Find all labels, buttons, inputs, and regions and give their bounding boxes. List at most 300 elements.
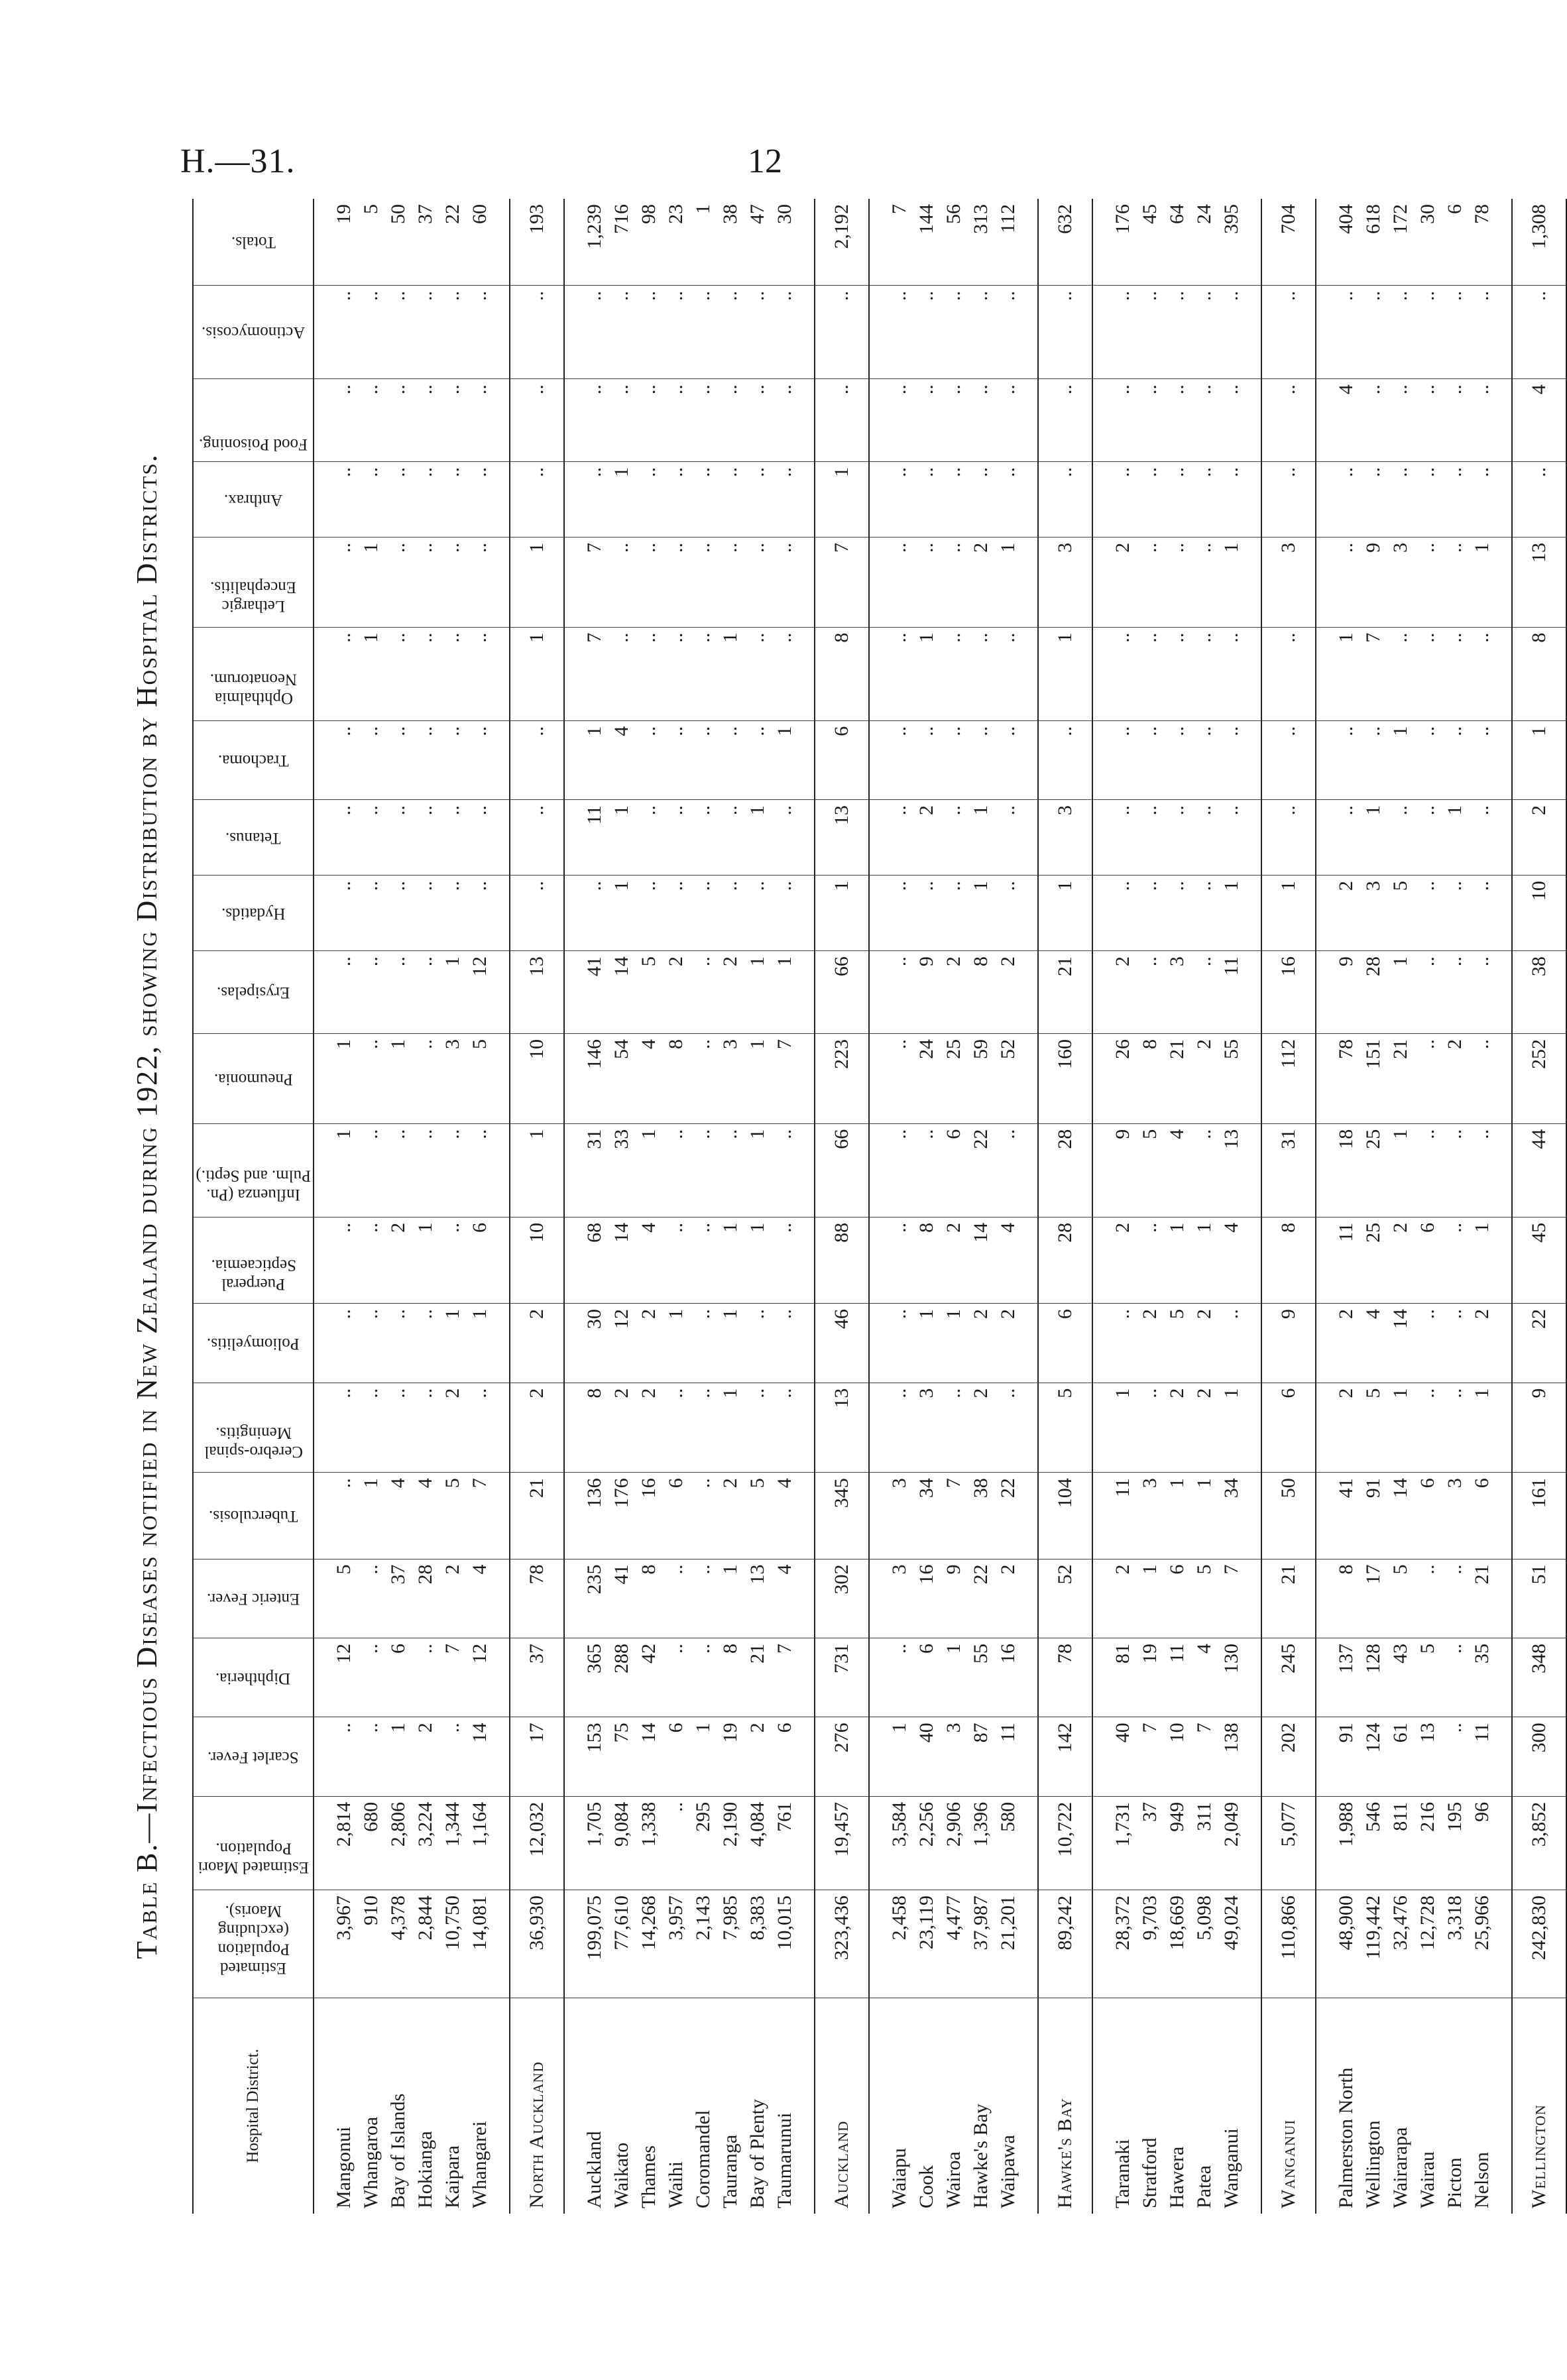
table-cell: .. [815, 379, 869, 462]
table-cell: .. [357, 1638, 384, 1717]
table-cell: .. [1441, 1383, 1468, 1473]
table-cell: .. [439, 627, 466, 720]
table-cell: 7 [888, 204, 910, 214]
table-cell: 276 [815, 1717, 869, 1796]
table-cell: 1 [412, 1217, 439, 1303]
district-name-text: Whangarei [469, 2121, 491, 2208]
table-cell: 5 [1414, 1638, 1441, 1717]
table-cell: .. [412, 876, 439, 951]
spacer-cell [1021, 199, 1038, 285]
table-cell: 2 [1109, 951, 1136, 1034]
table-cell: .. [886, 285, 913, 378]
table-cell: .. [1218, 627, 1245, 720]
table-cell: 2 [717, 1473, 744, 1559]
table-cell: 14 [608, 1217, 635, 1303]
table-cell: .. [439, 537, 466, 627]
column-header-label: Totals. [231, 233, 276, 252]
table-cell: 21 [1261, 1559, 1316, 1638]
table-cell: 91 [1332, 1717, 1360, 1796]
table-cell: .. [412, 379, 439, 462]
table-cell: 761 [771, 1796, 798, 1890]
table-cell: 193 [510, 199, 564, 285]
table-cell: .. [384, 876, 412, 951]
spacer-cell [1316, 800, 1332, 876]
table-cell: .. [1190, 285, 1218, 378]
table-cell: .. [357, 720, 384, 799]
table-cell: 1 [439, 1304, 466, 1383]
district-name-text: Patea [1193, 2165, 1215, 2208]
table-cell: 14 [1387, 1473, 1414, 1559]
table-cell: .. [1468, 1034, 1495, 1124]
district-name-text: Waipawa [997, 2135, 1019, 2208]
spacer-cell [1245, 1304, 1261, 1383]
table-cell: .. [717, 379, 744, 462]
spacer-cell [1092, 199, 1109, 285]
table-cell: .. [635, 537, 662, 627]
table-cell: .. [1163, 720, 1190, 799]
column-header [193, 1304, 314, 1383]
spacer-cell [1021, 1717, 1038, 1796]
column-header [193, 800, 314, 876]
table-cell: .. [357, 1717, 384, 1796]
table-cell: .. [330, 1304, 357, 1383]
district-name [1218, 1998, 1245, 2214]
spacer-cell [564, 1217, 581, 1303]
spacer-cell [1245, 461, 1261, 537]
spacer-cell [1316, 199, 1332, 285]
table-cell: 33 [608, 1123, 635, 1217]
spacer-cell [1021, 1383, 1038, 1473]
table-cell: .. [717, 461, 744, 537]
table-cell: .. [357, 1123, 384, 1217]
table-cell: 3 [1441, 1473, 1468, 1559]
table-cell: .. [1441, 461, 1468, 537]
table-cell: 40 [1109, 1717, 1136, 1796]
table-cell: 7 [771, 1638, 798, 1717]
spacer-cell [1092, 1559, 1109, 1638]
table-cell: 31 [581, 1123, 608, 1217]
spacer-cell [564, 951, 581, 1034]
table-row [357, 199, 384, 2214]
spacer-cell [1245, 1217, 1261, 1303]
district-name-text: Wellington [1362, 2120, 1384, 2208]
table-cell: .. [886, 800, 913, 876]
table-cell: .. [940, 379, 967, 462]
table-cell: 38 [1512, 951, 1566, 1034]
table-cell: .. [886, 876, 913, 951]
table-cell: 19 [1136, 1638, 1163, 1717]
table-cell: 3,957 [662, 1890, 689, 1998]
table-cell: 2 [1332, 876, 1360, 951]
table-cell: 348 [1512, 1638, 1566, 1717]
table-cell: .. [1136, 800, 1163, 876]
column-header [193, 1717, 314, 1796]
table-cell: .. [1109, 627, 1136, 720]
header-row [193, 199, 314, 2214]
spacer-cell [564, 1890, 581, 1998]
table-cell: 2 [384, 1217, 412, 1303]
spacer-cell [869, 720, 886, 799]
table-cell: 6 [1444, 204, 1466, 214]
table-cell: .. [384, 1123, 412, 1217]
table-cell: 2 [994, 1559, 1021, 1638]
table-cell: 7 [771, 1034, 798, 1124]
table-cell: .. [886, 537, 913, 627]
spacer-cell [1245, 1473, 1261, 1559]
table-cell: 59 [967, 1034, 994, 1124]
column-header [193, 876, 314, 951]
spacer-cell [1316, 1638, 1332, 1717]
spacer-cell [798, 1383, 815, 1473]
table-cell: 19 [717, 1717, 744, 1796]
table-cell: .. [1109, 1304, 1136, 1383]
table-cell: 300 [1512, 1717, 1566, 1796]
table-cell: 10 [1512, 876, 1566, 951]
table-cell: .. [330, 627, 357, 720]
table-cell: 2 [1190, 1383, 1218, 1473]
table-row [689, 199, 717, 2214]
spacer-cell [1021, 1796, 1038, 1890]
table-cell: 41 [1332, 1473, 1360, 1559]
table-cell: .. [510, 285, 564, 378]
spacer-cell [1316, 1717, 1332, 1796]
table-cell: .. [717, 800, 744, 876]
table-cell: .. [1468, 876, 1495, 951]
table-cell: 2 [994, 1304, 1021, 1383]
table-cell: .. [662, 1796, 689, 1890]
table-cell: 1 [581, 720, 608, 799]
spacer-row [314, 199, 330, 2214]
table-cell: 42 [635, 1638, 662, 1717]
spacer-cell [869, 1217, 886, 1303]
table-cell: .. [1441, 720, 1468, 799]
table-cell: 1 [771, 951, 798, 1034]
table-cell: .. [744, 1383, 771, 1473]
table-cell: .. [1218, 1304, 1245, 1383]
table-cell: 4,084 [744, 1796, 771, 1890]
table-cell: 46 [815, 1304, 869, 1383]
spacer-cell [1495, 627, 1512, 720]
table-row [1468, 199, 1495, 2214]
spacer-row [1092, 199, 1109, 2214]
spacer-cell [1021, 1638, 1038, 1717]
table-cell: .. [940, 720, 967, 799]
spacer-cell [1316, 1890, 1332, 1998]
spacer-cell [1245, 1890, 1261, 1998]
spacer-row [1021, 199, 1038, 2214]
table-cell: .. [1387, 461, 1414, 537]
spacer-cell [869, 1559, 886, 1638]
spacer-cell [1245, 379, 1261, 462]
spacer-cell [869, 1890, 886, 1998]
table-cell: .. [886, 1123, 913, 1217]
table-cell: 14 [608, 951, 635, 1034]
table-cell: 14 [635, 1717, 662, 1796]
table-cell: .. [1441, 537, 1468, 627]
table-cell: 3 [1387, 537, 1414, 627]
spacer-cell [1092, 876, 1109, 951]
table-cell: .. [608, 285, 635, 378]
spacer-cell [493, 1034, 510, 1124]
spacer-cell [798, 1796, 815, 1890]
table-cell: 11 [994, 1717, 1021, 1796]
table-cell: 3 [1261, 537, 1316, 627]
table-cell: 31 [1261, 1123, 1316, 1217]
table-cell: .. [1414, 537, 1441, 627]
table-cell: .. [815, 285, 869, 378]
table-cell: .. [1468, 951, 1495, 1034]
table-cell: 16 [1261, 951, 1316, 1034]
table-cell: 38 [719, 204, 741, 224]
table-cell: 1 [1441, 800, 1468, 876]
table-cell: 28 [1038, 1217, 1092, 1303]
table-cell: 137 [1332, 1638, 1360, 1717]
table-cell: 5 [744, 1473, 771, 1559]
table-cell: 40 [913, 1717, 940, 1796]
table-cell: .. [689, 285, 717, 378]
table-cell: .. [913, 461, 940, 537]
spacer-cell [1092, 1890, 1109, 1998]
district-name [815, 1998, 869, 2214]
table-cell: 37 [384, 1559, 412, 1638]
table-cell: .. [581, 461, 608, 537]
table-cell: 50 [1261, 1473, 1316, 1559]
district-total-row [815, 199, 869, 2214]
table-cell: 10,722 [1038, 1796, 1092, 1890]
table-cell: 4 [994, 1217, 1021, 1303]
spacer-cell [1092, 1473, 1109, 1559]
table-cell: 2 [967, 537, 994, 627]
table-cell: 1 [940, 1304, 967, 1383]
district-total-row [1261, 199, 1316, 2214]
table-cell: .. [744, 461, 771, 537]
table-cell: 235 [581, 1559, 608, 1638]
table-cell: .. [466, 537, 493, 627]
table-row [1190, 199, 1218, 2214]
spacer-cell [1495, 379, 1512, 462]
table-cell: .. [886, 1304, 913, 1383]
table-cell: .. [994, 720, 1021, 799]
spacer-cell [798, 1890, 815, 1998]
spacer-cell [314, 1796, 330, 1890]
table-cell: 1 [608, 800, 635, 876]
spacer-cell [869, 627, 886, 720]
spacer-cell [1245, 1034, 1261, 1124]
spacer-cell [1092, 720, 1109, 799]
district-name-text: Wanganui [1220, 2128, 1242, 2208]
spacer-cell [798, 1473, 815, 1559]
table-cell: .. [913, 379, 940, 462]
table-cell: 17 [510, 1717, 564, 1796]
spacer-cell [798, 285, 815, 378]
table-cell: 1 [1468, 1217, 1495, 1303]
table-cell: 2 [1468, 1304, 1495, 1383]
table-cell: 43 [1387, 1638, 1414, 1717]
table-cell: 30 [581, 1304, 608, 1383]
table-cell: .. [439, 379, 466, 462]
column-header [193, 1638, 314, 1717]
table-cell: .. [662, 461, 689, 537]
table-cell: 47 [746, 204, 768, 224]
district-name [635, 1998, 662, 2214]
spacer-cell [1092, 1717, 1109, 1796]
table-cell: 1 [1218, 537, 1245, 627]
district-name [1038, 1998, 1092, 2214]
table-cell: 1 [1190, 1473, 1218, 1559]
spacer-cell [798, 627, 815, 720]
district-name [608, 1998, 635, 2214]
table-cell: .. [662, 285, 689, 378]
column-header [193, 461, 314, 537]
table-cell: 4 [771, 1559, 798, 1638]
spacer-cell [798, 1123, 815, 1217]
rotated-table-region [126, 199, 1550, 2214]
spacer-cell [493, 1890, 510, 1998]
table-cell: .. [913, 1123, 940, 1217]
table-cell: .. [1441, 876, 1468, 951]
table-cell: .. [439, 720, 466, 799]
spacer-cell [1245, 285, 1261, 378]
table-row [384, 199, 412, 2214]
table-cell: 49,024 [1218, 1890, 1245, 1998]
table-cell: .. [439, 1123, 466, 1217]
table-cell: 1 [692, 204, 714, 214]
table-cell: .. [744, 537, 771, 627]
spacer-cell [1092, 1123, 1109, 1217]
table-cell: 910 [357, 1890, 384, 1998]
table-cell: 3 [886, 1473, 913, 1559]
table-cell: 1,344 [439, 1796, 466, 1890]
table-cell: .. [913, 537, 940, 627]
table-cell: 11 [1218, 951, 1245, 1034]
table-cell: 3 [1360, 876, 1387, 951]
table-cell: .. [940, 800, 967, 876]
table-cell: .. [581, 379, 608, 462]
table-cell: .. [717, 285, 744, 378]
table-cell: 8 [913, 1217, 940, 1303]
spacer-cell [1092, 1304, 1109, 1383]
table-cell: 38 [967, 1473, 994, 1559]
table-cell: 949 [1163, 1796, 1190, 1890]
table-cell: 1 [384, 1034, 412, 1124]
spacer-cell [1021, 720, 1038, 799]
table-cell: 161 [1512, 1473, 1566, 1559]
table-cell: 44 [1512, 1123, 1566, 1217]
table-cell: 56 [943, 204, 964, 224]
table-cell: .. [662, 876, 689, 951]
table-cell: .. [744, 285, 771, 378]
table-cell: 4,378 [384, 1890, 412, 1998]
table-cell: .. [1038, 461, 1092, 537]
table-cell: .. [1261, 379, 1316, 462]
spacer-cell [869, 199, 886, 285]
table-cell: .. [384, 537, 412, 627]
table-cell: 5 [1136, 1123, 1163, 1217]
table-cell: .. [384, 285, 412, 378]
spacer-cell [1316, 951, 1332, 1034]
spacer-cell [493, 1217, 510, 1303]
spacer-cell [314, 1123, 330, 1217]
table-cell: .. [1332, 461, 1360, 537]
table-cell: .. [940, 627, 967, 720]
table-cell: 2,190 [717, 1796, 744, 1890]
district-name-text: Picton [1444, 2157, 1466, 2208]
spacer-cell [1495, 800, 1512, 876]
spacer-cell [493, 1123, 510, 1217]
table-cell: 1 [608, 461, 635, 537]
table-cell: 1 [1163, 1473, 1190, 1559]
table-cell: 1,308 [1512, 199, 1566, 285]
spacer-cell [564, 537, 581, 627]
table-cell: 88 [815, 1217, 869, 1303]
table-cell: .. [510, 461, 564, 537]
table-cell: 1 [1360, 800, 1387, 876]
column-header-label: Cerebro-spinal Meningitis. [203, 1424, 303, 1461]
table-cell: .. [1190, 537, 1218, 627]
table-cell: 52 [994, 1034, 1021, 1124]
table-cell: 2 [940, 1217, 967, 1303]
table-cell: 5 [1387, 1559, 1414, 1638]
table-row [1360, 199, 1387, 2214]
table-cell: 2 [635, 1304, 662, 1383]
table-cell: 7,985 [717, 1890, 744, 1998]
table-cell: .. [662, 627, 689, 720]
table-cell: 19,457 [815, 1796, 869, 1890]
table-cell: .. [330, 1383, 357, 1473]
spacer-cell [1316, 720, 1332, 799]
table-cell: 2 [510, 1383, 564, 1473]
table-cell: .. [635, 627, 662, 720]
spacer-cell [1495, 720, 1512, 799]
table-cell: 2,844 [412, 1890, 439, 1998]
spacer-cell [1245, 1717, 1261, 1796]
table-cell: 12 [466, 951, 493, 1034]
table-cell: 3 [1136, 1473, 1163, 1559]
table-cell: 19 [333, 204, 355, 224]
table-row [886, 199, 913, 2214]
table-cell: .. [1261, 285, 1316, 378]
table-cell: 37,987 [967, 1890, 994, 1998]
table-row [717, 199, 744, 2214]
table-cell: 1 [717, 627, 744, 720]
table-cell: .. [1261, 461, 1316, 537]
table-cell: 14 [466, 1717, 493, 1796]
table-cell: .. [771, 1383, 798, 1473]
district-name-text: Stratford [1139, 2137, 1161, 2208]
table-cell: .. [439, 461, 466, 537]
table-cell: .. [357, 951, 384, 1034]
table-cell: .. [1261, 800, 1316, 876]
table-cell: .. [412, 1638, 439, 1717]
table-cell: 21 [1387, 1034, 1414, 1124]
table-cell: .. [689, 461, 717, 537]
column-header [193, 1217, 314, 1303]
column-header-label: Erysipelas. [216, 984, 290, 1002]
spacer-cell [798, 379, 815, 462]
table-cell: .. [744, 627, 771, 720]
table-cell: 8 [635, 1559, 662, 1638]
spacer-cell [564, 379, 581, 462]
table-cell: .. [1441, 1717, 1468, 1796]
table-cell: 9 [940, 1559, 967, 1638]
table-cell: 3 [717, 1034, 744, 1124]
district-name-text: Hawke's Bay [970, 2104, 992, 2208]
table-cell: .. [689, 1473, 717, 1559]
spacer-row [798, 199, 815, 2214]
table-cell: 11 [581, 800, 608, 876]
table-cell: .. [771, 461, 798, 537]
table-cell: 5 [330, 1559, 357, 1638]
